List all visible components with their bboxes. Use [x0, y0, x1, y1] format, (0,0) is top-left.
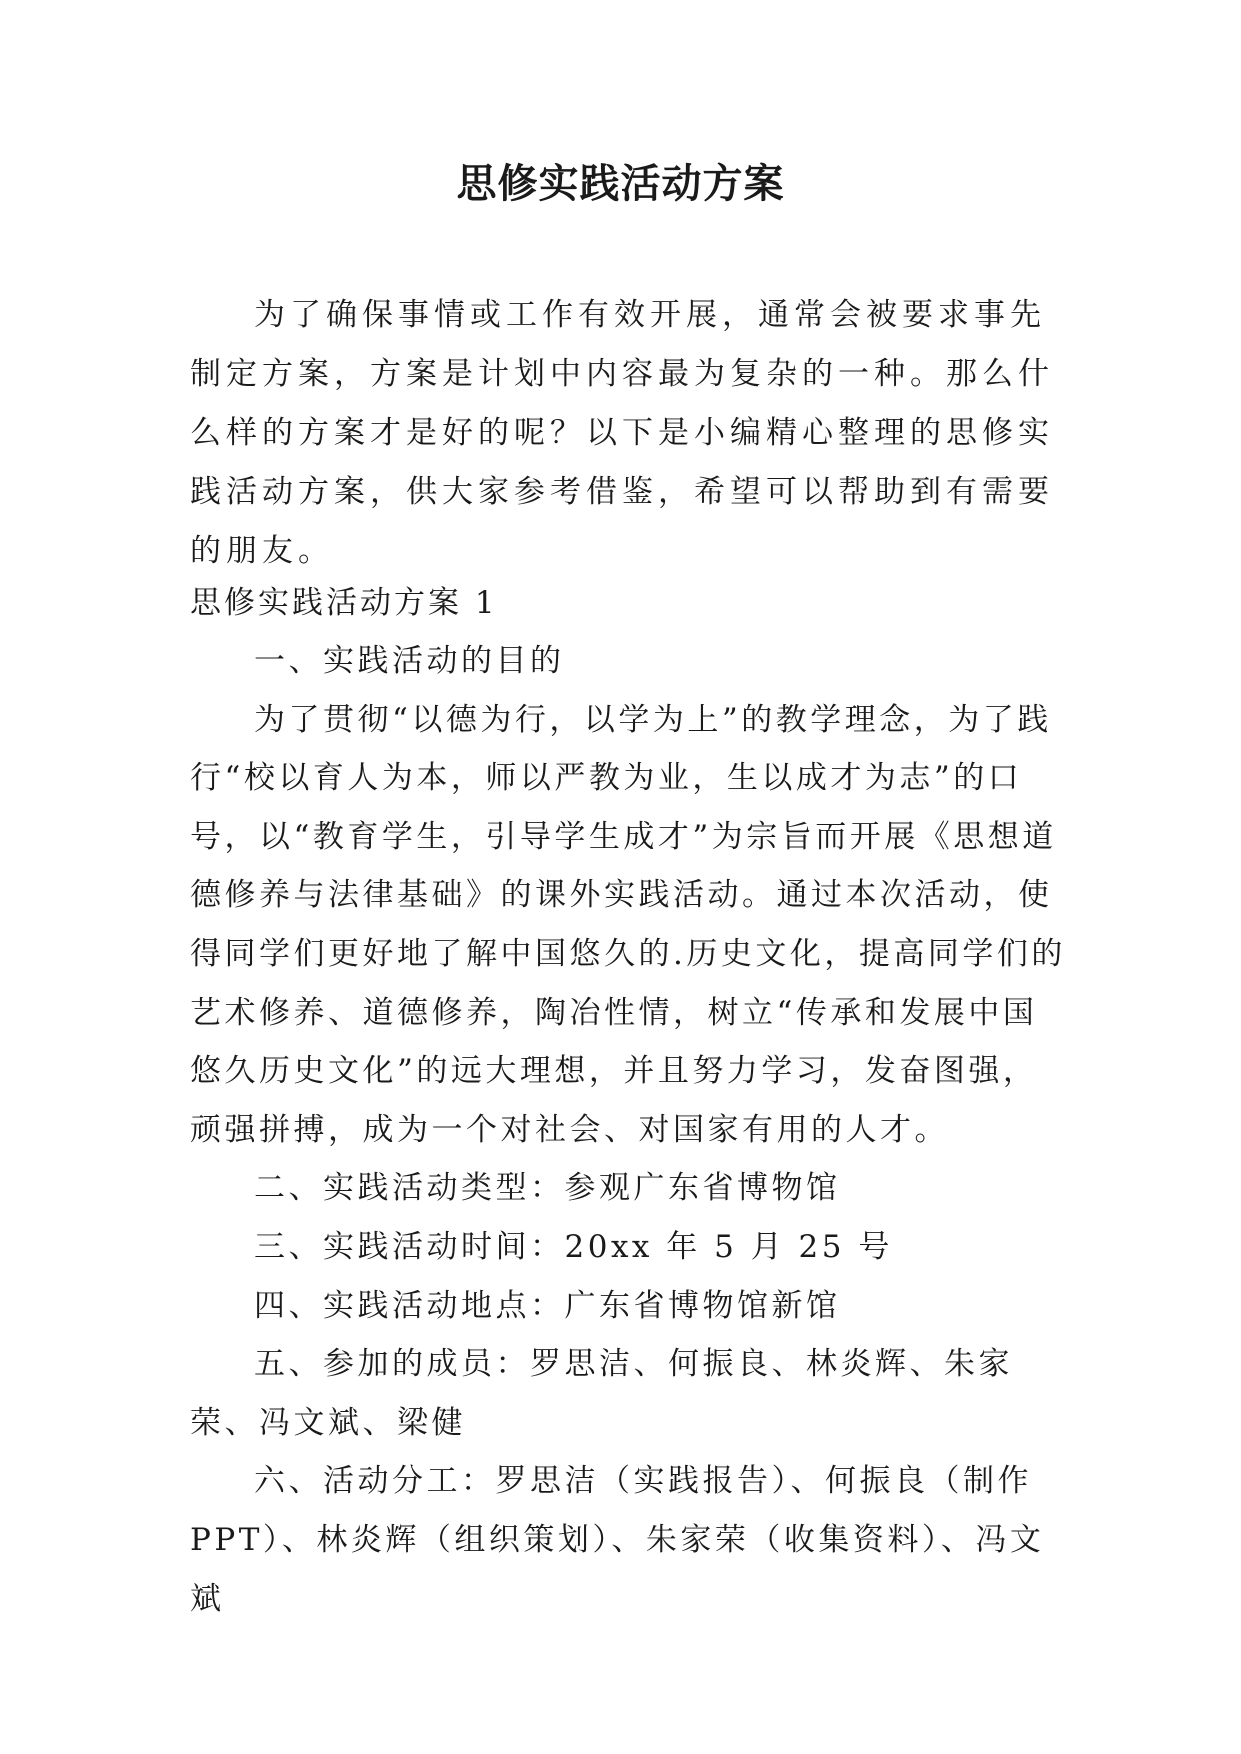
section-content: [190, 632, 1070, 1628]
activity-location: 四、实践活动地点：广东省博物馆新馆: [254, 1287, 841, 1324]
purpose-heading: 一、实践活动的目的: [254, 643, 565, 679]
section-heading: 思修实践活动方案 1: [190, 585, 498, 621]
participants: 五、参加的成员：罗思洁、何振良、林炎辉、朱家荣、冯文斌、梁健: [190, 1346, 1013, 1441]
purpose-paragraph: 为了贯彻“以德为行，以学为上”的教学理念，为了践行“校以育人为本，师以严教为业，生以成才为志”的口号，以“教育学生，引导学生成才”为宗旨而开展《思想道德修养与法律基础》的课外实践活动。通过本次活动，使得同学们更好地了解中国悠久的.历史文化，提高同学们的艺术修养、道德修养，陶冶性情，树立“传承和发展中国悠久历史文化”的远大理想，并且努力学习，发奋图强，顽强拼搏，成为一个对社会、对国家有用的人才。: [190, 701, 1066, 1148]
activity-type: 二、实践活动类型：参观广东省博物馆: [254, 1170, 841, 1207]
document-title: 思修实践活动方案: [456, 160, 785, 207]
activity-time: 三、实践活动时间：20xx 年 5 月 25 号: [254, 1228, 893, 1265]
intro-paragraph: 为了确保事情或工作有效开展，通常会被要求事先制定方案，方案是计划中内容最为复杂的一种。那么什么样的方案才是好的呢？以下是小编精心整理的思修实践活动方案，供大家参考借鉴，希望可以帮助到有需要的朋友。: [190, 297, 1054, 569]
division-of-labor: 六、活动分工：罗思洁（实践报告）、何振良（制作PPT）、林炎辉（组织策划）、朱家荣（收集资料）、冯文斌: [190, 1463, 1045, 1617]
